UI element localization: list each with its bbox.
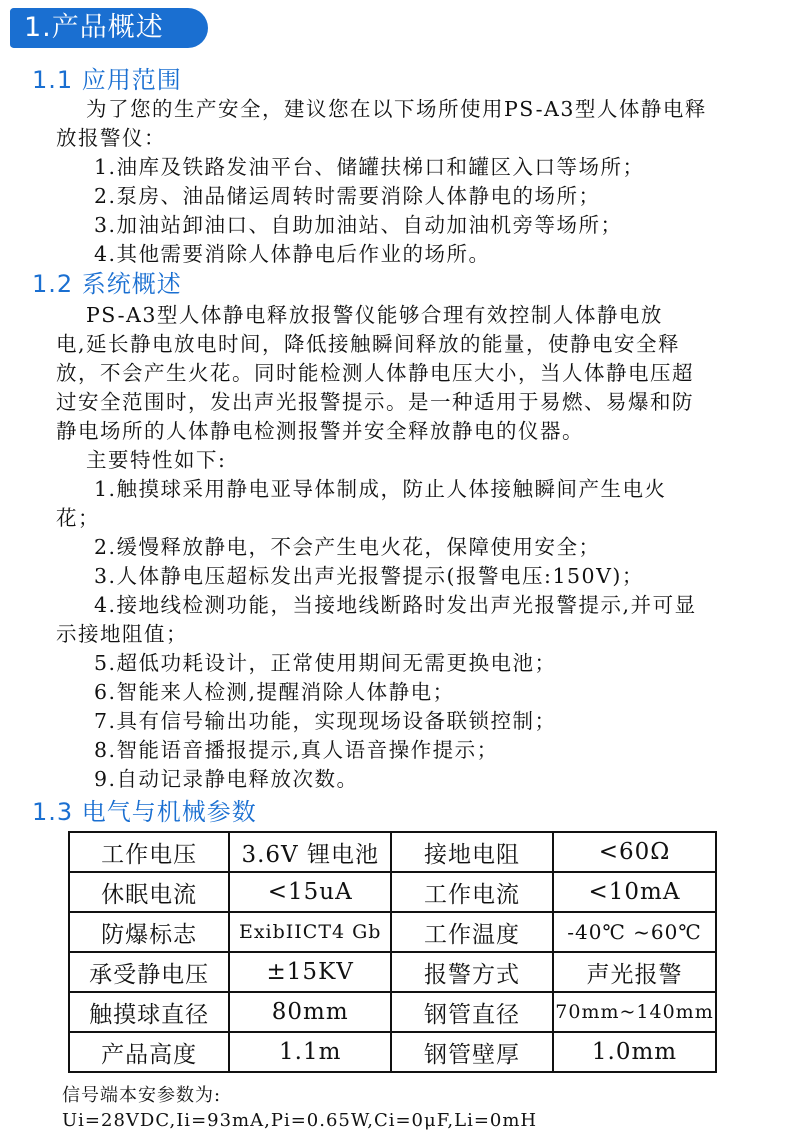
list-item-continuation: 示接地阻值；: [56, 622, 188, 646]
param-label: 休眠电流: [69, 872, 229, 912]
list-item: 3.人体静电压超标发出声光报警提示(报警电压:150V)；: [94, 564, 644, 588]
param-label: 报警方式: [391, 952, 553, 992]
table-row: [69, 912, 716, 952]
list-item: 3.加油站卸油口、自助加油站、自动加油机旁等场所；: [94, 213, 623, 237]
table-row: [69, 872, 716, 912]
param-value: 1.0mm: [553, 1032, 716, 1072]
param-label: 钢管壁厚: [391, 1032, 553, 1072]
list-item-continuation: 花；: [56, 506, 100, 530]
list-item: 6.智能来人检测,提醒消除人体静电；: [94, 680, 455, 704]
chapter-title: 1.产品概述: [10, 8, 208, 48]
list-item: 2.泵房、油品储运周转时需要消除人体静电的场所；: [94, 184, 601, 208]
list-item: 1.油库及铁路发油平台、储罐扶梯口和罐区入口等场所；: [94, 155, 645, 179]
table-row: [69, 1032, 716, 1072]
param-value: -40℃ ~60℃: [553, 912, 716, 952]
paragraph-line: 静电场所的人体静电检测报警并安全释放静电的仪器。: [56, 419, 584, 443]
param-label: 钢管直径: [391, 992, 553, 1032]
param-label: 防爆标志: [69, 912, 229, 952]
param-value: 70mm~140mm: [553, 992, 716, 1032]
param-value: 80mm: [229, 992, 391, 1032]
safety-params-values: Ui=28VDC,Ii=93mA,Pi=0.65W,Ci=0μF,Li=0mH: [62, 1110, 538, 1131]
list-item: 4.接地线检测功能，当接地线断路时发出声光报警提示,并可显: [94, 593, 697, 617]
list-item: 9.自动记录静电释放次数。: [94, 767, 359, 791]
param-label: 承受静电压: [69, 952, 229, 992]
parameters-table: [68, 831, 717, 1073]
param-label: 工作温度: [391, 912, 553, 952]
param-value: <60Ω: [553, 832, 716, 872]
paragraph-line: 为了您的生产安全，建议您在以下场所使用PS-A3型人体静电释: [86, 97, 707, 121]
list-item: 4.其他需要消除人体静电后作业的场所。: [94, 242, 491, 266]
param-value: ExibIICT4 Gb: [229, 912, 391, 952]
param-label: 工作电流: [391, 872, 553, 912]
paragraph-line: 放报警仪：: [56, 126, 166, 150]
section-title-system-overview: 1.2 系统概述: [32, 270, 182, 298]
list-item: 8.智能语音播报提示,真人语音操作提示；: [94, 738, 499, 762]
paragraph-line: PS-A3型人体静电释放报警仪能够合理有效控制人体静电放: [86, 303, 663, 327]
features-heading: 主要特性如下:: [86, 448, 227, 472]
section-title-application: 1.1 应用范围: [32, 66, 182, 94]
param-value: ±15KV: [229, 952, 391, 992]
param-value: 3.6V 锂电池: [229, 832, 391, 872]
param-label: 接地电阻: [391, 832, 553, 872]
param-label: 工作电压: [69, 832, 229, 872]
table-row: [69, 832, 716, 872]
paragraph-line: 过安全范围时，发出声光报警提示。是一种适用于易燃、易爆和防: [56, 390, 694, 414]
paragraph-line: 放，不会产生火花。同时能检测人体静电压大小，当人体静电压超: [56, 361, 694, 385]
param-value: 声光报警: [553, 952, 716, 992]
list-item: 5.超低功耗设计，正常使用期间无需更换电池；: [94, 651, 557, 675]
param-label: 产品高度: [69, 1032, 229, 1072]
param-value: 1.1m: [229, 1032, 391, 1072]
param-label: 触摸球直径: [69, 992, 229, 1032]
param-value: <10mA: [553, 872, 716, 912]
list-item: 1.触摸球采用静电亚导体制成，防止人体接触瞬间产生电火: [94, 477, 667, 501]
list-item: 7.具有信号输出功能，实现现场设备联锁控制；: [94, 709, 557, 733]
table-row: [69, 992, 716, 1032]
section-title-parameters: 1.3 电气与机械参数: [32, 798, 257, 826]
paragraph-line: 电,延长静电放电时间，降低接触瞬间释放的能量，使静电安全释: [56, 332, 681, 356]
list-item: 2.缓慢释放静电，不会产生电火花，保障使用安全；: [94, 535, 601, 559]
table-row: [69, 952, 716, 992]
safety-params-label: 信号端本安参数为:: [62, 1085, 222, 1106]
param-value: <15uA: [229, 872, 391, 912]
